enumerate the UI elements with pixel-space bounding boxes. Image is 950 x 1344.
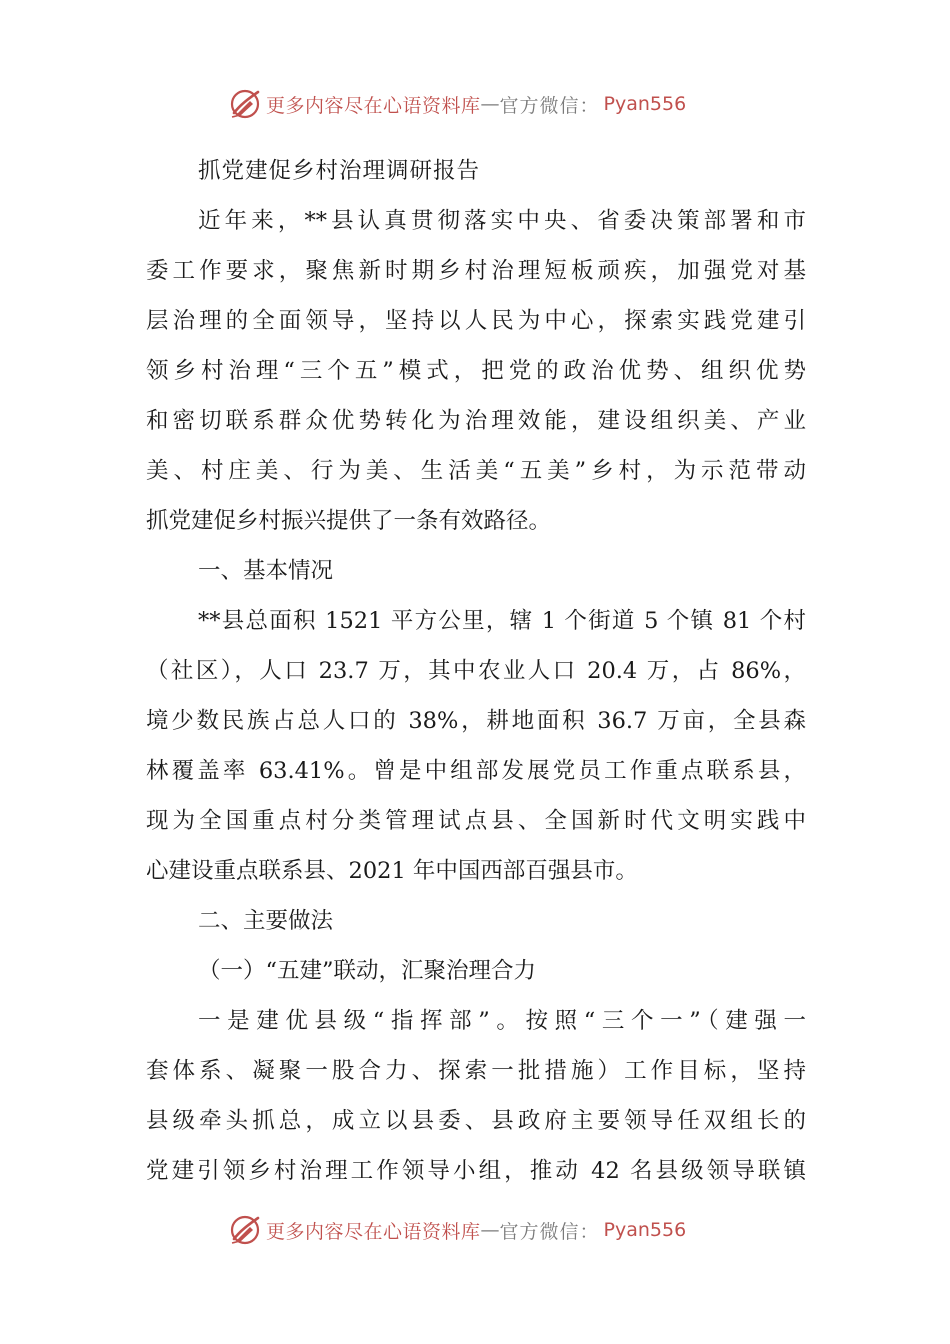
document-title: 抓党建促乡村治理调研报告 <box>198 158 481 184</box>
paragraph-line: 美、村庄美、行为美、生活美“五美”乡村，为示范带动 <box>146 458 806 484</box>
paragraph-line: 层治理的全面领导，坚持以人民为中心，探索实践党建引 <box>146 308 806 334</box>
watermark-site-text: 更多内容尽在心语资料库 <box>266 94 481 117</box>
paragraph-line: 领乡村治理“三个五”模式，把党的政治优势、组织优势 <box>146 358 806 384</box>
watermark-label: 官方微信： <box>499 1220 600 1243</box>
document-body <box>146 146 806 1196</box>
section-heading: 二、主要做法 <box>198 908 334 934</box>
watermark-account: Pyan556 <box>603 1219 687 1241</box>
paragraph-line: 林覆盖率 63.41%。曾是中组部发展党员工作重点联系县， <box>146 758 806 784</box>
paragraph-line: 境少数民族占总人口的 38%，耕地面积 36.7 万亩，全县森 <box>146 708 806 734</box>
paragraph-line: 抓党建促乡村振兴提供了一条有效路径。 <box>146 508 552 534</box>
footer-watermark <box>0 1210 950 1250</box>
header-watermark <box>0 84 950 124</box>
paragraph-line: 现为全国重点村分类管理试点县、全国新时代文明实践中 <box>146 808 806 834</box>
watermark-account: Pyan556 <box>603 93 687 115</box>
pen-circle-logo-icon <box>228 87 262 121</box>
paragraph-line: **县总面积 1521 平方公里，辖 1 个街道 5 个镇 81 个村 <box>198 608 806 634</box>
pen-circle-logo-icon <box>228 1213 262 1247</box>
subsection-heading: （一）“五建”联动，汇聚治理合力 <box>198 958 537 984</box>
watermark-dash: — <box>480 93 500 115</box>
paragraph-line: 心建设重点联系县、2021 年中国西部百强县市。 <box>146 858 638 884</box>
paragraph-line: （社区），人口 23.7 万，其中农业人口 20.4 万，占 86%， <box>146 658 806 684</box>
watermark-dash: — <box>480 1219 500 1241</box>
watermark-site-text: 更多内容尽在心语资料库 <box>266 1220 481 1243</box>
paragraph-line: 近年来，**县认真贯彻落实中央、省委决策部署和市 <box>198 208 806 234</box>
paragraph-line: 党建引领乡村治理工作领导小组，推动 42 名县级领导联镇 <box>146 1158 806 1184</box>
paragraph-line: 县级牵头抓总，成立以县委、县政府主要领导任双组长的 <box>146 1108 806 1134</box>
paragraph-line: 套体系、凝聚一股合力、探索一批措施）工作目标，坚持 <box>146 1058 806 1084</box>
paragraph-line: 一是建优县级“指挥部”。按照“三个一”（建强一 <box>198 1008 806 1034</box>
section-heading: 一、基本情况 <box>198 558 334 584</box>
paragraph-line: 和密切联系群众优势转化为治理效能，建设组织美、产业 <box>146 408 806 434</box>
paragraph-line: 委工作要求，聚焦新时期乡村治理短板顽疾，加强党对基 <box>146 258 806 284</box>
watermark-label: 官方微信： <box>499 94 600 117</box>
